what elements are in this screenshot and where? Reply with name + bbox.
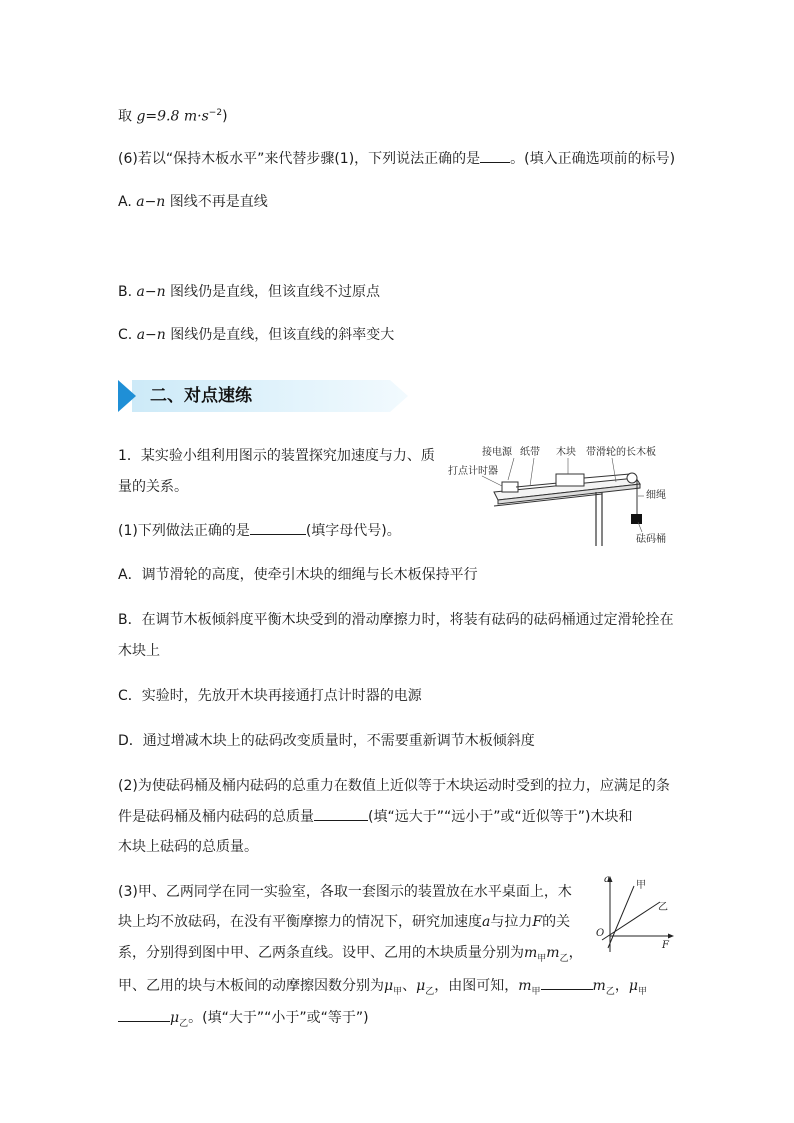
answer-blank bbox=[250, 520, 306, 535]
problem-1-intro-line2: 量的关系。 bbox=[118, 479, 188, 495]
label-power: 接电源 bbox=[482, 447, 512, 458]
timer-device bbox=[502, 482, 518, 492]
part-3-line4: 甲、乙用的块与木板间的动摩擦因数分别为$\mu_甲$、$\mu_乙$，由图可知，$m_甲$ $m_乙$，$\mu_甲$ bbox=[118, 975, 647, 1002]
label-block: 木块 bbox=[556, 447, 576, 458]
part-1-option-c: C．实验时，先放开木块再接通打点计时器的电源 bbox=[118, 688, 422, 704]
part-2-line2: 件是砝码桶及桶内砝码的总质量 (填“远大于”“远小于”或“近似等于”)木块和 bbox=[118, 806, 632, 827]
x-axis-arrow-icon bbox=[668, 934, 674, 939]
af-graph-figure bbox=[592, 872, 676, 960]
label-timer: 打点计时器 bbox=[448, 466, 498, 477]
answer-blank bbox=[314, 806, 368, 821]
question-6-option-c: C. a−n 图线仍是直线，但该直线的斜率变大 bbox=[118, 327, 395, 343]
line-label-yi: 乙 bbox=[658, 902, 668, 913]
part-1-option-b-line1: B．在调节木板倾斜度平衡木块受到的滑动摩擦力时，将装有砝码的砝码桶通过定滑轮拴在 bbox=[118, 612, 674, 628]
axis-label-a: a bbox=[604, 874, 610, 885]
graph-line-jia bbox=[608, 886, 634, 948]
line-label-jia: 甲 bbox=[636, 880, 646, 891]
question-6-option-b: B. a−n 图线仍是直线，但该直线不过原点 bbox=[118, 284, 381, 300]
part-1-option-b-line2: 木块上 bbox=[118, 643, 160, 659]
graph-line-yi bbox=[602, 902, 660, 940]
answer-blank bbox=[118, 1007, 170, 1022]
problem-1-intro-line1: 1．某实验小组利用图示的装置探究加速度与力、质 bbox=[118, 448, 435, 464]
answer-blank bbox=[541, 975, 593, 990]
part-1-option-d: D．通过增减木块上的砝码改变质量时，不需要重新调节木板倾斜度 bbox=[118, 733, 535, 749]
question-6-option-a: A. a−n 图线不再是直线 bbox=[118, 194, 268, 210]
part-3-line5: $\mu_乙$。(填“大于”“小于”或“等于”) bbox=[118, 1007, 369, 1034]
answer-blank bbox=[480, 148, 510, 163]
rope bbox=[584, 474, 630, 478]
pulley-icon bbox=[627, 473, 637, 483]
apparatus-figure bbox=[446, 442, 676, 550]
part-3-line1: (3)甲、乙两同学在同一实验室，各取一套图示的装置放在水平桌面上，木 bbox=[118, 884, 572, 900]
part-1-option-a: A．调节滑轮的高度，使牵引木块的细绳与长木板保持平行 bbox=[118, 567, 478, 583]
wooden-block bbox=[556, 474, 584, 486]
text-line-g-value: 取 g=9.8 $m\cdot s^{-2}$) bbox=[118, 108, 228, 125]
label-rope: 细绳 bbox=[646, 490, 666, 501]
axis-label-f: F bbox=[662, 940, 669, 951]
origin-label: O bbox=[596, 928, 605, 939]
label-board: 带滑轮的长木板 bbox=[586, 447, 656, 458]
section-title: 二、对点速练 bbox=[150, 386, 252, 406]
label-bucket: 砝码桶 bbox=[636, 534, 666, 545]
weight-bucket bbox=[631, 514, 642, 524]
part-3-line2: 块上均不放砝码，在没有平衡摩擦力的情况下，研究加速度a与拉力F的关 bbox=[118, 914, 571, 930]
part-2-line1: (2)为使砝码桶及桶内砝码的总重力在数值上近似等于木块运动时受到的拉力，应满足的条 bbox=[118, 778, 670, 794]
part-1-stem: (1)下列做法正确的是 (填字母代号)。 bbox=[118, 520, 401, 541]
part-3-line3: 系，分别得到图中甲、乙两条直线。设甲、乙用的木块质量分别为$m_甲m_乙$， bbox=[118, 945, 583, 964]
label-tape: 纸带 bbox=[520, 447, 540, 458]
part-2-line3: 木块上砝码的总质量。 bbox=[118, 839, 258, 855]
question-6-stem: (6)若以“保持木板水平”来代替步骤(1)，下列说法正确的是 。(填入正确选项前的标号) bbox=[118, 148, 675, 169]
